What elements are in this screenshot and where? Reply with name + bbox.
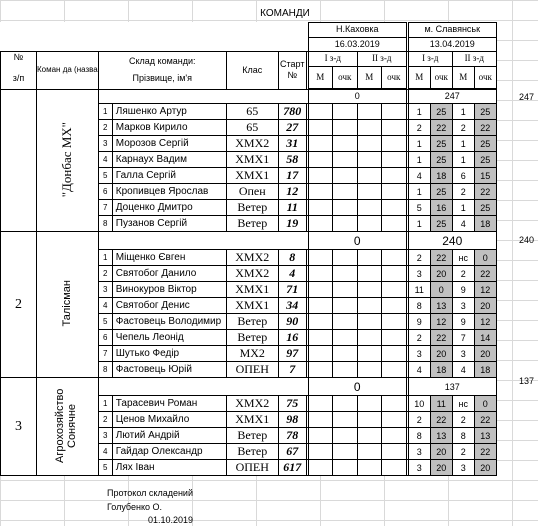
rider-index: 6 xyxy=(98,184,112,200)
event1-stage1: I з-д xyxy=(308,52,357,67)
event1-cell[interactable] xyxy=(357,184,381,200)
event1-cell[interactable] xyxy=(381,282,406,298)
rider-class: Ветер xyxy=(226,200,278,216)
team-total-event1: 0 xyxy=(308,378,406,396)
rider-index: 3 xyxy=(98,136,112,152)
event1-cell[interactable] xyxy=(381,298,406,314)
event1-cell[interactable] xyxy=(381,250,406,266)
event1-cell[interactable] xyxy=(357,152,381,168)
rider-class: ХМХ2 xyxy=(226,266,278,282)
rider-name: Лютий Андрій xyxy=(112,428,226,444)
event2-stage2-place: 4 xyxy=(452,216,474,232)
team-total-event2: 247 xyxy=(408,89,496,104)
team-total-event2: 137 xyxy=(408,378,496,396)
event1-cell[interactable] xyxy=(332,362,357,378)
event2-stage2-points: 18 xyxy=(474,362,496,378)
event1-cell[interactable] xyxy=(332,298,357,314)
event1-cell[interactable] xyxy=(332,282,357,298)
rider-class: ХМХ1 xyxy=(226,298,278,314)
event2-stage1-place: 3 xyxy=(408,266,430,282)
event1-cell[interactable] xyxy=(332,184,357,200)
team-total-event1: 0 xyxy=(308,89,406,104)
event1-cell[interactable] xyxy=(308,412,332,428)
event1-cell[interactable] xyxy=(357,314,381,330)
event1-cell[interactable] xyxy=(381,120,406,136)
rider-index: 7 xyxy=(98,346,112,362)
event2-stage1-place: 1 xyxy=(408,184,430,200)
rider-class: ХМХ1 xyxy=(226,412,278,428)
team-total-outside: 247 xyxy=(518,92,534,102)
rider-class: 65 xyxy=(226,104,278,120)
event2-stage1-place: 4 xyxy=(408,168,430,184)
event2-stage2-place: 1 xyxy=(452,152,474,168)
event1-cell[interactable] xyxy=(357,104,381,120)
event1-cell[interactable] xyxy=(308,298,332,314)
rider-index: 8 xyxy=(98,362,112,378)
rider-class: ХМХ1 xyxy=(226,282,278,298)
event1-stage2: II з-д xyxy=(357,52,406,67)
event2-city: м. Славянськ xyxy=(408,23,496,38)
event2-stage2-points: 25 xyxy=(474,200,496,216)
teams-table xyxy=(0,22,497,476)
event2-stage2-points: 0 xyxy=(474,250,496,266)
event2-stage1-place: 1 xyxy=(408,104,430,120)
rider-name: Фастовець Юрій xyxy=(112,362,226,378)
rider-class: Ветер xyxy=(226,330,278,346)
event2-stage1-place: 5 xyxy=(408,200,430,216)
event2-stage2-place: 2 xyxy=(452,266,474,282)
event2-stage2-points: 20 xyxy=(474,346,496,362)
event2-stage2-place: 1 xyxy=(452,104,474,120)
rider-start-number: 75 xyxy=(278,396,306,412)
event2-stage1-points: 25 xyxy=(430,104,452,120)
event1-cell[interactable] xyxy=(332,460,357,476)
header-start: Старт № xyxy=(278,52,306,90)
rider-name: Чепель Леонід xyxy=(112,330,226,346)
rider-class: ХМХ2 xyxy=(226,136,278,152)
event1-cell[interactable] xyxy=(357,444,381,460)
team-total-outside: 137 xyxy=(518,376,534,386)
event1-cell[interactable] xyxy=(357,412,381,428)
event1-cell[interactable] xyxy=(308,184,332,200)
rider-name: Гайдар Олександр xyxy=(112,444,226,460)
event1-cell[interactable] xyxy=(332,444,357,460)
event2-stage1-points: 22 xyxy=(430,250,452,266)
event2-stage1-place: 2 xyxy=(408,250,430,266)
event1-cell[interactable] xyxy=(308,362,332,378)
event1-cell[interactable] xyxy=(332,412,357,428)
rider-class: Ветер xyxy=(226,314,278,330)
event1-cell[interactable] xyxy=(332,200,357,216)
rider-name: Міщенко Євген xyxy=(112,250,226,266)
team-number: 3 xyxy=(1,378,37,476)
event2-stage2-place: 2 xyxy=(452,184,474,200)
event1-cell[interactable] xyxy=(381,412,406,428)
h-m: М xyxy=(452,66,474,88)
event1-cell[interactable] xyxy=(332,330,357,346)
rider-start-number: 16 xyxy=(278,330,306,346)
event1-cell[interactable] xyxy=(381,216,406,232)
event2-stage1-place: 8 xyxy=(408,428,430,444)
team-name xyxy=(37,232,99,378)
h-m: М xyxy=(308,66,332,88)
event2-stage1-points: 22 xyxy=(430,330,452,346)
event2-stage2-place: 9 xyxy=(452,314,474,330)
team-number xyxy=(1,89,37,232)
event1-cell[interactable] xyxy=(381,460,406,476)
event2-stage2-place: 3 xyxy=(452,460,474,476)
rider-class: ХМХ2 xyxy=(226,250,278,266)
event1-cell[interactable] xyxy=(308,250,332,266)
event2-stage2-place: 6 xyxy=(452,168,474,184)
event1-cell[interactable] xyxy=(357,298,381,314)
event1-cell[interactable] xyxy=(308,428,332,444)
event2-stage2-points: 22 xyxy=(474,184,496,200)
rider-start-number: 19 xyxy=(278,216,306,232)
rider-start-number: 98 xyxy=(278,412,306,428)
rider-class: МХ2 xyxy=(226,346,278,362)
team-name-label: Агрохозяйство Сонячне xyxy=(54,388,79,463)
event1-cell[interactable] xyxy=(357,250,381,266)
rider-name: Тарасевич Роман xyxy=(112,396,226,412)
rider-name: Морозов Сергій xyxy=(112,136,226,152)
event2-stage1-place: 1 xyxy=(408,152,430,168)
footer-author: Голубенко О. xyxy=(107,502,163,512)
event1-city: Н.Каховка xyxy=(308,23,406,38)
event1-cell[interactable] xyxy=(308,460,332,476)
event1-cell[interactable] xyxy=(381,184,406,200)
event1-cell[interactable] xyxy=(357,216,381,232)
footer-protocol: Протокол складений xyxy=(107,488,193,498)
event2-stage2-points: 22 xyxy=(474,266,496,282)
event2-stage2-points: 15 xyxy=(474,168,496,184)
event2-stage2-points: 22 xyxy=(474,444,496,460)
event2-stage1-points: 22 xyxy=(430,120,452,136)
event2-stage1-place: 2 xyxy=(408,412,430,428)
event1-cell[interactable] xyxy=(357,362,381,378)
event1-cell[interactable] xyxy=(308,396,332,412)
rider-start-number: 780 xyxy=(278,104,306,120)
event2-stage2-points: 12 xyxy=(474,282,496,298)
event2-stage2-points: 25 xyxy=(474,136,496,152)
event2-stage2-place: 1 xyxy=(452,136,474,152)
event1-cell[interactable] xyxy=(308,266,332,282)
rider-index: 4 xyxy=(98,298,112,314)
event2-stage1-place: 11 xyxy=(408,282,430,298)
event1-cell[interactable] xyxy=(381,444,406,460)
rider-index: 5 xyxy=(98,314,112,330)
rider-class: ОПЕН xyxy=(226,460,278,476)
event1-cell[interactable] xyxy=(308,216,332,232)
team-name-label: "Донбас МХ" xyxy=(59,121,75,197)
event1-cell[interactable] xyxy=(308,314,332,330)
rider-index: 6 xyxy=(98,330,112,346)
rider-start-number: 7 xyxy=(278,362,306,378)
rider-name: Святобог Денис xyxy=(112,298,226,314)
event2-stage1-points: 18 xyxy=(430,168,452,184)
rider-start-number: 617 xyxy=(278,460,306,476)
h-points: очк xyxy=(474,66,496,88)
event2-stage2-place: 1 xyxy=(452,200,474,216)
event2-stage1-points: 25 xyxy=(430,216,452,232)
event1-cell[interactable] xyxy=(332,266,357,282)
rider-name: Галла Сергій xyxy=(112,168,226,184)
event2-stage2-place: 2 xyxy=(452,412,474,428)
event1-cell[interactable] xyxy=(381,266,406,282)
event2-stage2-place: 2 xyxy=(452,120,474,136)
header-team: Коман да (назва xyxy=(37,52,99,90)
event2-stage1-points: 16 xyxy=(430,200,452,216)
event2-stage1-points: 20 xyxy=(430,346,452,362)
event1-cell[interactable] xyxy=(308,136,332,152)
rider-name: Кропивцев Ярослав xyxy=(112,184,226,200)
event2-date: 13.04.2019 xyxy=(408,37,496,52)
event2-stage2-place: 7 xyxy=(452,330,474,346)
event1-cell[interactable] xyxy=(381,200,406,216)
rider-start-number: 31 xyxy=(278,136,306,152)
team-total-event1: 0 xyxy=(308,232,406,250)
rider-name: Ляшенко Артур xyxy=(112,104,226,120)
team-number: 2 xyxy=(1,232,37,378)
event2-stage1-points: 20 xyxy=(430,444,452,460)
rider-index: 5 xyxy=(98,168,112,184)
rider-start-number: 34 xyxy=(278,298,306,314)
event1-cell[interactable] xyxy=(357,460,381,476)
event2-stage2-points: 22 xyxy=(474,412,496,428)
event2-stage2-points: 20 xyxy=(474,460,496,476)
rider-start-number: 12 xyxy=(278,184,306,200)
event1-cell[interactable] xyxy=(332,346,357,362)
rider-class: ОПЕН xyxy=(226,362,278,378)
rider-index: 8 xyxy=(98,216,112,232)
event1-cell[interactable] xyxy=(381,136,406,152)
event2-stage1-points: 12 xyxy=(430,314,452,330)
event2-stage1-place: 3 xyxy=(408,444,430,460)
event1-cell[interactable] xyxy=(381,314,406,330)
rider-class: Ветер xyxy=(226,444,278,460)
rider-index: 7 xyxy=(98,200,112,216)
event2-stage1-place: 10 xyxy=(408,396,430,412)
event2-stage1-points: 22 xyxy=(430,412,452,428)
event2-stage1-place: 9 xyxy=(408,314,430,330)
rider-index: 5 xyxy=(98,460,112,476)
event1-cell[interactable] xyxy=(308,200,332,216)
rider-class: Ветер xyxy=(226,428,278,444)
event1-cell[interactable] xyxy=(332,136,357,152)
event1-cell[interactable] xyxy=(332,104,357,120)
rider-index: 2 xyxy=(98,266,112,282)
rider-name: Святобог Данило xyxy=(112,266,226,282)
h-m: М xyxy=(357,66,381,88)
event1-cell[interactable] xyxy=(357,266,381,282)
rider-index: 4 xyxy=(98,152,112,168)
event1-cell[interactable] xyxy=(332,168,357,184)
event2-stage1-points: 20 xyxy=(430,266,452,282)
event2-stage1-place: 3 xyxy=(408,460,430,476)
event1-cell[interactable] xyxy=(308,444,332,460)
event2-stage2-place: 9 xyxy=(452,282,474,298)
event2-stage2-points: 25 xyxy=(474,152,496,168)
team-total-outside: 240 xyxy=(518,235,534,245)
rider-name: Ценов Михайло xyxy=(112,412,226,428)
rider-class: ХМХ2 xyxy=(226,396,278,412)
header-no: № з/п xyxy=(1,52,37,90)
event1-cell[interactable] xyxy=(308,168,332,184)
event1-cell[interactable] xyxy=(332,396,357,412)
event2-stage2-points: 22 xyxy=(474,120,496,136)
team-name xyxy=(37,89,99,232)
event1-cell[interactable] xyxy=(357,136,381,152)
team-name-label: Таліcман xyxy=(61,280,74,327)
rider-class: 65 xyxy=(226,120,278,136)
event1-cell[interactable] xyxy=(381,152,406,168)
event1-cell[interactable] xyxy=(357,346,381,362)
event1-cell[interactable] xyxy=(357,168,381,184)
rider-name: Фастовець Володимир xyxy=(112,314,226,330)
rider-start-number: 67 xyxy=(278,444,306,460)
event2-stage1-points: 20 xyxy=(430,460,452,476)
event1-cell[interactable] xyxy=(357,200,381,216)
team-total-event2: 240 xyxy=(408,232,496,250)
event1-cell[interactable] xyxy=(357,428,381,444)
event1-cell[interactable] xyxy=(308,152,332,168)
rider-name: Шутько Федір xyxy=(112,346,226,362)
event1-cell[interactable] xyxy=(308,282,332,298)
event2-stage2-points: 13 xyxy=(474,428,496,444)
event1-cell[interactable] xyxy=(332,250,357,266)
event2-stage2-place: 8 xyxy=(452,428,474,444)
event1-cell[interactable] xyxy=(381,362,406,378)
rider-class: Ветер xyxy=(226,216,278,232)
rider-index: 3 xyxy=(98,282,112,298)
team-name xyxy=(37,378,99,476)
event1-cell[interactable] xyxy=(357,282,381,298)
event1-cell[interactable] xyxy=(381,104,406,120)
event1-cell[interactable] xyxy=(357,330,381,346)
rider-index: 2 xyxy=(98,412,112,428)
rider-index: 1 xyxy=(98,396,112,412)
event1-cell[interactable] xyxy=(381,396,406,412)
event1-cell[interactable] xyxy=(381,168,406,184)
sheet-title: КОМАНДИ xyxy=(260,8,310,19)
event2-stage1: I з-д xyxy=(408,52,452,67)
header-class: Клас xyxy=(226,52,278,90)
rider-start-number: 17 xyxy=(278,168,306,184)
event2-stage2-place: 4 xyxy=(452,362,474,378)
event2-stage2-place: 2 xyxy=(452,444,474,460)
event2-stage1-points: 18 xyxy=(430,362,452,378)
event2-stage2-points: 12 xyxy=(474,314,496,330)
event2-stage1-points: 25 xyxy=(430,152,452,168)
event2-stage2-place: 3 xyxy=(452,346,474,362)
event2-stage2-points: 18 xyxy=(474,216,496,232)
event2-stage1-place: 1 xyxy=(408,136,430,152)
event2-stage2-points: 20 xyxy=(474,298,496,314)
rider-name: Доценко Дмитро xyxy=(112,200,226,216)
event1-cell[interactable] xyxy=(381,346,406,362)
rider-index: 3 xyxy=(98,428,112,444)
event2-stage1-points: 13 xyxy=(430,428,452,444)
rider-start-number: 4 xyxy=(278,266,306,282)
event1-cell[interactable] xyxy=(332,120,357,136)
event1-cell[interactable] xyxy=(381,428,406,444)
event2-stage2-place: нс xyxy=(452,396,474,412)
rider-start-number: 97 xyxy=(278,346,306,362)
event2-stage1-points: 25 xyxy=(430,184,452,200)
rider-start-number: 71 xyxy=(278,282,306,298)
rider-index: 1 xyxy=(98,250,112,266)
event2-stage1-place: 3 xyxy=(408,346,430,362)
rider-start-number: 78 xyxy=(278,428,306,444)
event1-cell[interactable] xyxy=(308,346,332,362)
event2-stage2: II з-д xyxy=(452,52,496,67)
event2-stage1-points: 13 xyxy=(430,298,452,314)
event2-stage1-points: 25 xyxy=(430,136,452,152)
event1-cell[interactable] xyxy=(381,330,406,346)
event2-stage1-place: 2 xyxy=(408,120,430,136)
event1-cell[interactable] xyxy=(332,428,357,444)
rider-name: Пузанов Сергій xyxy=(112,216,226,232)
footer-date: 01.10.2019 xyxy=(148,515,194,525)
event1-cell[interactable] xyxy=(308,120,332,136)
rider-index: 1 xyxy=(98,104,112,120)
event2-stage1-points: 0 xyxy=(430,282,452,298)
h-points: очк xyxy=(332,66,357,88)
event1-cell[interactable] xyxy=(332,152,357,168)
rider-name: Карнаух Вадим xyxy=(112,152,226,168)
event1-cell[interactable] xyxy=(357,396,381,412)
event1-cell[interactable] xyxy=(332,216,357,232)
h-m: М xyxy=(408,66,430,88)
rider-start-number: 8 xyxy=(278,250,306,266)
header-squad: Склад команди: Прізвище, ім'я xyxy=(98,52,226,90)
event1-cell[interactable] xyxy=(308,104,332,120)
event1-cell[interactable] xyxy=(308,330,332,346)
event2-stage1-place: 4 xyxy=(408,362,430,378)
rider-start-number: 90 xyxy=(278,314,306,330)
event2-stage2-place: 3 xyxy=(452,298,474,314)
event2-stage1-place: 2 xyxy=(408,330,430,346)
rider-class: ХМХ1 xyxy=(226,168,278,184)
event2-stage2-points: 0 xyxy=(474,396,496,412)
rider-start-number: 58 xyxy=(278,152,306,168)
event2-stage1-points: 11 xyxy=(430,396,452,412)
rider-start-number: 27 xyxy=(278,120,306,136)
event1-date: 16.03.2019 xyxy=(308,37,406,52)
rider-class: Опен xyxy=(226,184,278,200)
rider-name: Марков Кирило xyxy=(112,120,226,136)
rider-start-number: 11 xyxy=(278,200,306,216)
h-points: очк xyxy=(430,66,452,88)
rider-index: 4 xyxy=(98,444,112,460)
rider-index: 2 xyxy=(98,120,112,136)
event2-stage1-place: 8 xyxy=(408,298,430,314)
event2-stage2-place: нс xyxy=(452,250,474,266)
rider-name: Лях Іван xyxy=(112,460,226,476)
h-points: очк xyxy=(381,66,406,88)
event2-stage2-points: 14 xyxy=(474,330,496,346)
event1-cell[interactable] xyxy=(332,314,357,330)
event2-stage1-place: 1 xyxy=(408,216,430,232)
event2-stage2-points: 25 xyxy=(474,104,496,120)
rider-class: ХМХ1 xyxy=(226,152,278,168)
event1-cell[interactable] xyxy=(357,120,381,136)
rider-name: Винокуров Віктор xyxy=(112,282,226,298)
